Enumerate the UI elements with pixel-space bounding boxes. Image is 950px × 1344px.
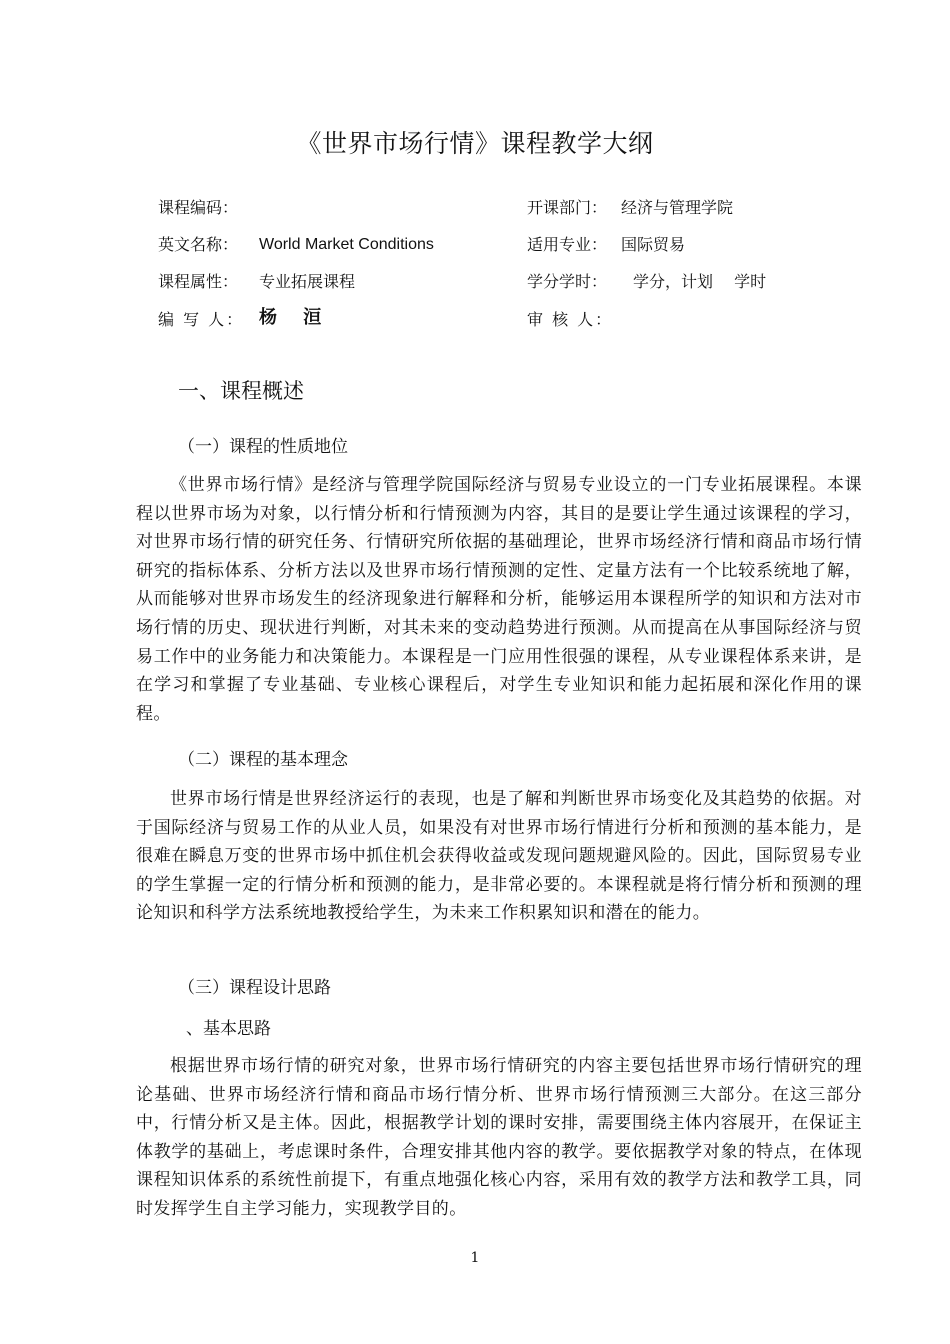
author-label: 编 写 人： <box>158 310 245 329</box>
attribute-label: 课程属性： <box>158 272 239 291</box>
author-value: 杨 洹 <box>259 307 332 328</box>
meta-course-code <box>158 196 458 220</box>
dept-value: 经济与管理学院 <box>621 198 734 217</box>
credit-value: 学分，计划 学时 <box>633 272 767 291</box>
paragraph-design: 根据世界市场行情的研究对象，世界市场行情研究的内容主要包括世界市场行情研究的理论基础、世界市场经济行情和商品市场行情分析、世界市场行情预测三大部分。在这三部分中，行情分析又是主体。因此，根据教学计划的课时安排，需要围绕主体内容展开，在保证主体教学的基础上，考虑课时条件，合理安排其他内容的教学。要依据教学对象的特点，在体现课程知识体系的系统性前提下，有重点地强化核心内容，采用有效的教学方法和教学工具，同时发挥学生自主学习能力，实现教学目的。 <box>136 1056 862 1219</box>
meta-credit <box>527 270 827 294</box>
paragraph-concept: 世界市场行情是世界经济运行的表现，也是了解和判断世界市场变化及其趋势的依据。对于国际经济与贸易工作的从业人员，如果没有对世界市场行情进行分析和预测的基本能力，是很难在瞬息万变的世界市场中抓住机会获得收益或发现问题规避风险的。因此，国际贸易专业的学生掌握一定的行情分析和预测的能力，是非常必要的。本课程就是将行情分析和预测的理论知识和科学方法系统地教授给学生，为未来工作积累知识和潜在的能力。 <box>136 789 862 924</box>
subsection-heading-2: （二）课程的基本理念 <box>178 750 348 770</box>
major-label: 适用专业： <box>527 235 608 254</box>
attribute-value: 专业拓展课程 <box>259 272 356 291</box>
dept-label: 开课部门： <box>527 198 608 217</box>
point-heading: 、基本思路 <box>186 1019 271 1039</box>
credit-label: 学分学时： <box>527 272 608 291</box>
english-name-label: 英文名称： <box>158 235 239 254</box>
meta-dept <box>527 196 827 220</box>
document-title: 《世界市场行情》课程教学大纲 <box>296 129 654 158</box>
meta-major <box>527 233 827 257</box>
english-name-value: World Market Conditions <box>259 236 434 253</box>
meta-reviewer <box>527 308 827 332</box>
meta-author <box>158 308 458 332</box>
page-number: 1 <box>470 1250 480 1266</box>
subsection-heading-3: （三）课程设计思路 <box>178 978 331 998</box>
section-heading: 一、课程概述 <box>178 379 304 403</box>
meta-attribute <box>158 270 458 294</box>
reviewer-label: 审 核 人： <box>527 310 614 329</box>
course-code-label: 课程编码： <box>158 198 239 217</box>
paragraph-nature: 《世界市场行情》是经济与管理学院国际经济与贸易专业设立的一门专业拓展课程。本课程以世界市场为对象，以行情分析和行情预测为内容，其目的是要让学生通过该课程的学习，对世界市场行情的研究任务、行情研究所依据的基础理论，世界市场经济行情和商品市场行情研究的指标体系、分析方法以及世界市场行情预测的定性、定量方法有一个比较系统地了解，从而能够对世界市场发生的经济现象进行解释和分析，能够运用本课程所学的知识和方法对市场行情的历史、现状进行判断，对其未来的变动趋势进行预测。从而提高在从事国际经济与贸易工作中的业务能力和决策能力。本课程是一门应用性很强的课程，从专业课程体系来讲，是在学习和掌握了专业基础、专业核心课程后，对学生专业知识和能力起拓展和深化作用的课程。 <box>136 475 862 724</box>
subsection-heading-1: （一）课程的性质地位 <box>178 437 348 457</box>
major-value: 国际贸易 <box>621 235 686 254</box>
meta-english-name <box>158 233 498 257</box>
